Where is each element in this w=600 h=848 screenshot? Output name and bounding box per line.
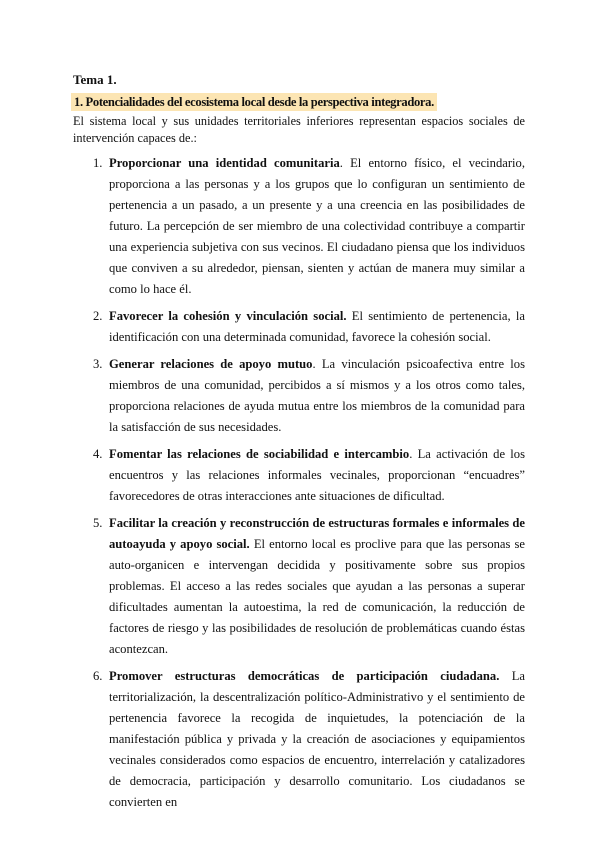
list-item-number: 2. — [93, 309, 103, 323]
list-item-number: 6. — [93, 669, 103, 683]
section-title: Tema 1. — [73, 72, 117, 87]
list-item-text: El sentimiento de pertenencia, la identificación con una determinada comunidad, favorece la cohesión social. — [109, 309, 525, 344]
list-item — [73, 153, 525, 300]
list-item — [73, 444, 525, 507]
list-item-text: El entorno local es proclive para que las personas se auto-organicen e intervengan decidida y positivamente sobre sus propios problemas. El acceso a las redes sociales que ayudan a las personas a superar dificultades aumentan la autoestima, la red de comunicación, la reducción de factores de riesgo y las posibilidades de resolución de problemáticas cuando éstas acontezcan. — [109, 537, 525, 656]
list-item-number: 1. — [93, 156, 103, 170]
intro-paragraph: El sistema local y sus unidades territoriales inferiores representan espacios sociales de intervención capaces de.: — [73, 114, 525, 145]
list-item-lead: Generar relaciones de apoyo mutuo — [109, 357, 313, 371]
list-item-lead: Facilitar la creación y reconstrucción de estructuras formales e informales de autoayuda y apoyo social. — [109, 516, 525, 551]
numbered-list — [73, 153, 525, 819]
list-item-text: . La activación de los encuentros y las relaciones informales vecinales, proporcionan “encuadres” favorecedores de otras interacciones ante situaciones de dificultad. — [109, 447, 525, 503]
list-item — [73, 354, 525, 438]
list-item-lead: Proporcionar una identidad comunitaria — [109, 156, 340, 170]
list-item-text: . La vinculación psicoafectiva entre los miembros de una comunidad, percibidos a sí mismos y a los otros como tales, proporciona relaciones de ayuda mutua entre los miembros de la comunidad para la satisfacción de sus necesidades. — [109, 357, 525, 434]
list-item — [73, 666, 525, 813]
list-item — [73, 306, 525, 348]
list-item-lead: Fomentar las relaciones de sociabilidad e intercambio — [109, 447, 410, 461]
list-item-text: La territorialización, la descentralización político-Administrativo y el sentimiento de pertenencia favorece la recogida de inquietudes, la potenciación de la manifestación pública y privada y la creación de asociaciones y equipamientos vecinales considerados como espacios de encuentro, interrelación y catalizadores de democracia, participación y desarrollo comunitario. Los ciudadanos se convierten en — [109, 669, 525, 809]
list-item-number: 5. — [93, 516, 103, 530]
list-item — [73, 513, 525, 660]
highlighted-heading: 1. Potencialidades del ecosistema local desde la perspectiva integradora. — [71, 93, 437, 111]
list-item-text: . El entorno físico, el vecindario, proporciona a las personas y a los grupos que lo configuran un sentimiento de pertenencia a un pasado, a un presente y a una creencia en las posibilidades de futuro. La percepción de ser miembro de una colectividad contribuye a compartir una experiencia subjetiva con sus vecinos. El ciudadano piensa que los individuos que conviven a su alrededor, piensan, sienten y actúan de manera muy similar a como lo hace él. — [109, 156, 525, 296]
list-item-number: 3. — [93, 357, 103, 371]
list-item-number: 4. — [93, 447, 103, 461]
list-item-lead: Favorecer la cohesión y vinculación social. — [109, 309, 347, 323]
list-item-lead: Promover estructuras democráticas de participación ciudadana. — [109, 669, 500, 683]
